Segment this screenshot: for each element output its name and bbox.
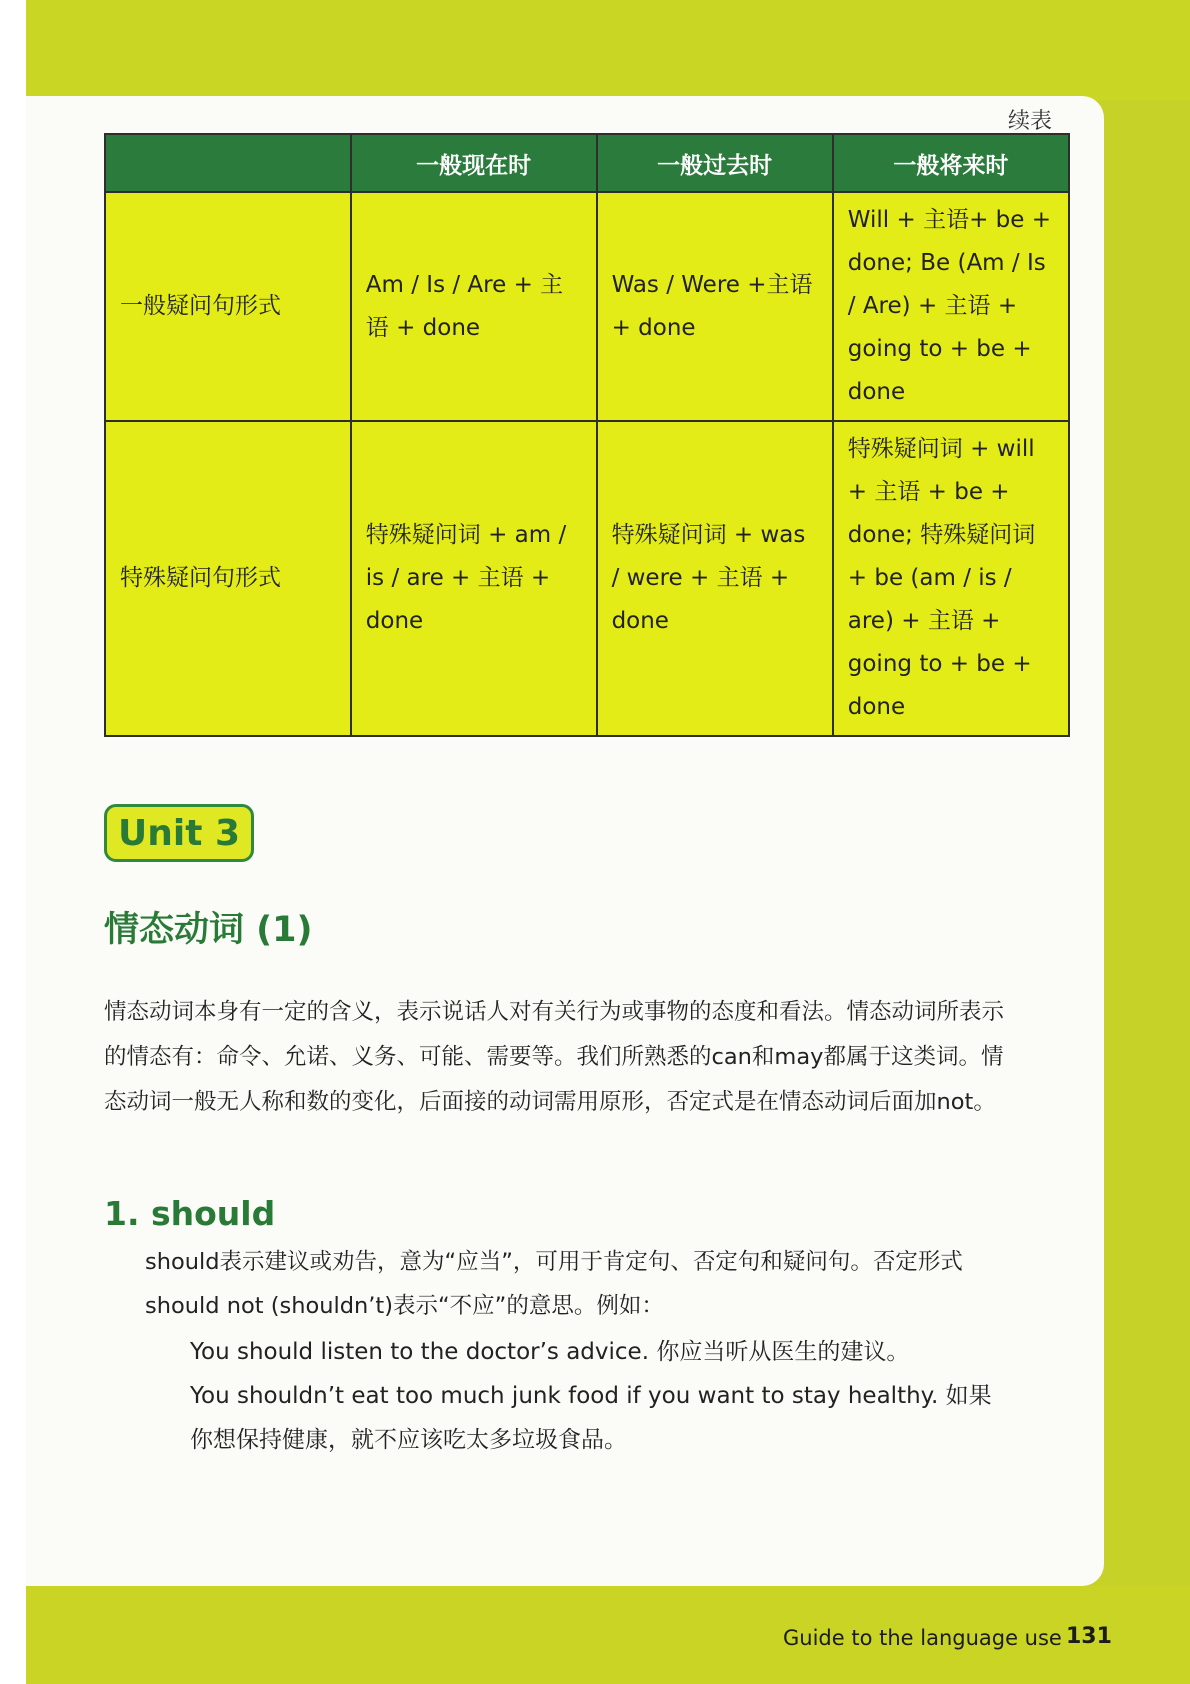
table-header-cell: 一般过去时	[597, 134, 833, 192]
table-cell: Will + 主语+ be + done; Be (Am / Is / Are) + 主语 + going to + be + done	[833, 192, 1069, 421]
tense-question-table	[104, 133, 1070, 737]
table-row	[105, 192, 1069, 421]
table-header-cell: 一般将来时	[833, 134, 1069, 192]
section-title: 情态动词 (1)	[104, 910, 313, 950]
row-label: 一般疑问句形式	[105, 192, 351, 421]
table-header-cell	[105, 134, 351, 192]
table-header-cell: 一般现在时	[351, 134, 597, 192]
example-sentence: You shouldn’t eat too much junk food if you want to stay healthy. 如果你想保持健康，就不应该吃太多垃圾食品。	[190, 1383, 992, 1453]
row-label: 特殊疑问句形式	[105, 421, 351, 736]
page-number: 131	[1066, 1624, 1112, 1649]
table-header-row	[105, 134, 1069, 192]
table-cell: 特殊疑问词 + was / were + 主语 + done	[597, 421, 833, 736]
subsection-explanation: should表示建议或劝告，意为“应当”，可用于肯定句、否定句和疑问句。否定形式should not (shouldn’t)表示“不应”的意思。例如：	[145, 1249, 963, 1319]
unit-badge: Unit 3	[104, 804, 254, 862]
table-cell: 特殊疑问词 + am / is / are + 主语 + done	[351, 421, 597, 736]
continued-label: 续表	[1008, 109, 1053, 134]
table-cell: 特殊疑问词 + will + 主语 + be + done; 特殊疑问词 + be (am / is / are) + 主语 + going to + be + done	[833, 421, 1069, 736]
intro-paragraph: 情态动词本身有一定的含义，表示说话人对有关行为或事物的态度和看法。情态动词所表示的情态有：命令、允诺、义务、可能、需要等。我们所熟悉的can和may都属于这类词。情态动词一般无人称和数的变化，后面接的动词需用原形，否定式是在情态动词后面加not。	[104, 999, 1005, 1115]
subsection-heading: 1. should	[104, 1194, 276, 1233]
footer-title: Guide to the language use	[783, 1626, 1062, 1650]
table-row	[105, 421, 1069, 736]
table-cell: Am / Is / Are + 主语 + done	[351, 192, 597, 421]
example-sentence: You should listen to the doctor’s advice. 你应当听从医生的建议。	[190, 1339, 910, 1365]
top-margin-band	[26, 0, 1190, 100]
background-strip	[0, 0, 26, 1684]
table-cell: Was / Were +主语 + done	[597, 192, 833, 421]
